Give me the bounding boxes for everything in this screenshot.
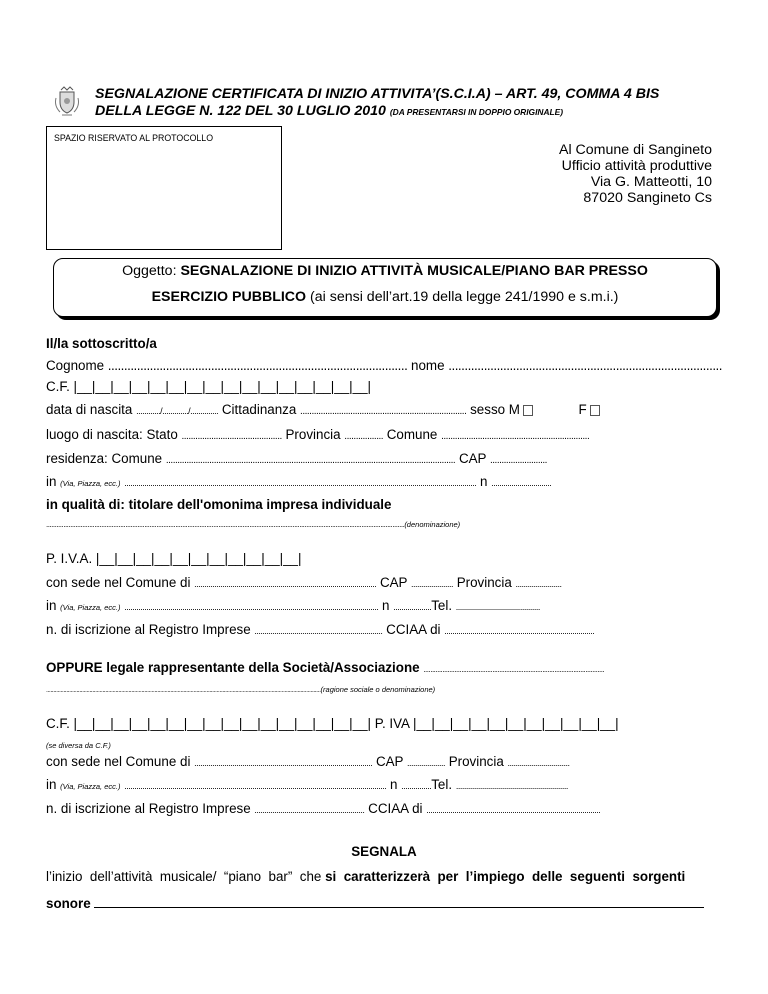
comune-field[interactable]: ................................................................. xyxy=(441,431,590,442)
luogo-nascita-label: luogo di nascita: Stato xyxy=(46,427,178,442)
nascita-row[interactable] xyxy=(46,402,600,420)
sede-label: con sede nel Comune di xyxy=(46,575,191,590)
provincia-label: Provincia xyxy=(285,427,341,442)
address-line-3: Via G. Matteotti, 10 xyxy=(590,174,712,190)
sede2-label: con sede nel Comune di xyxy=(46,754,191,769)
qualita-heading: in qualità di: titolare dell'omonima impresa individuale xyxy=(46,497,392,512)
municipal-crest-icon xyxy=(50,84,84,118)
nome-label: nome xyxy=(411,358,445,373)
sesso-f-checkbox[interactable] xyxy=(590,405,600,416)
sesso-f-label: F xyxy=(578,402,587,417)
iscrizione-row[interactable] xyxy=(46,622,594,639)
title-note: (DA PRESENTARSI IN DOPPIO ORIGINALE) xyxy=(389,107,563,117)
subject-line-2-bold: ESERCIZIO PUBBLICO xyxy=(151,289,307,305)
ragione-note: (ragione sociale o denominazione) xyxy=(320,685,436,694)
via-note: (Via, Piazza, ecc.) xyxy=(60,479,121,488)
sottoscritto-heading: Il/la sottoscritto/a xyxy=(46,336,157,351)
cap-field[interactable]: ......................... xyxy=(489,455,547,466)
cf2-label: C.F. xyxy=(46,716,70,731)
sesso-m-checkbox[interactable] xyxy=(523,405,533,416)
address-line-1: Al Comune di Sangineto xyxy=(558,142,712,158)
address-line-4: 87020 Sangineto Cs xyxy=(583,190,712,206)
piva2-boxes[interactable]: |__|__|__|__|__|__|__|__|__|__|__| xyxy=(412,716,619,731)
sede-indirizzo-row[interactable] xyxy=(46,598,540,616)
residenza-label: residenza: Comune xyxy=(46,451,163,466)
piva-label: P. I.V.A. xyxy=(46,551,93,566)
cf-boxes[interactable]: |__|__|__|__|__|__|__|__|__|__|__|__|__|__|__|__| xyxy=(73,379,371,394)
sede-n-label: n xyxy=(382,598,390,613)
nome-field[interactable]: ..................................................................................... xyxy=(448,358,722,373)
sede-provincia-label: Provincia xyxy=(456,575,512,590)
cciaa2-label: CCIAA di xyxy=(368,801,423,816)
sede2-n-field[interactable]: ............... xyxy=(401,781,432,791)
via-field[interactable]: ................................................................................................................................................................................ xyxy=(124,478,477,488)
piva-boxes[interactable]: |__|__|__|__|__|__|__|__|__|__|__| xyxy=(95,551,302,566)
sede-via-field[interactable]: ............................................................................................................................... xyxy=(124,602,379,612)
residenza-field[interactable]: ............................................................................................................................... xyxy=(165,455,456,466)
sede2-via-field[interactable]: ................................................................................................................................... xyxy=(124,781,387,791)
subject-box xyxy=(53,258,717,317)
sede2-indirizzo-row[interactable] xyxy=(46,777,568,795)
cf2-row[interactable] xyxy=(46,716,619,732)
sonore-row[interactable] xyxy=(46,894,704,912)
cognome-label: Cognome xyxy=(46,358,105,373)
sede-cap-label: CAP xyxy=(379,575,408,590)
comune-label: Comune xyxy=(386,427,438,442)
oppure-heading: OPPURE legale rappresentante della Società/Associazione xyxy=(46,660,420,675)
sede2-provincia-field[interactable]: ............................... xyxy=(507,758,570,768)
data-nascita-label: data di nascita xyxy=(46,402,133,417)
iscrizione2-row[interactable] xyxy=(46,801,600,818)
inizio-text: l’inizio dell’attività musicale/ “piano bar” che xyxy=(46,869,326,884)
tel-field[interactable]: .......................................... xyxy=(455,602,540,612)
title-line-1: SEGNALAZIONE CERTIFICATA DI INIZIO ATTIVITA’(S.C.I.A) – ART. 49, COMMA 4 BIS xyxy=(95,86,660,102)
societa-field[interactable]: ......................................................................................................... xyxy=(423,665,605,674)
tel2-field[interactable]: ........................................................ xyxy=(455,781,568,791)
sede-n-field[interactable]: ................... xyxy=(393,602,432,612)
oppure-row[interactable] xyxy=(46,660,604,678)
iscrizione-field[interactable]: ................................................................ xyxy=(254,626,383,636)
luogo-nascita-row[interactable] xyxy=(46,427,589,445)
iscrizione2-field[interactable]: ....................................................... xyxy=(254,805,365,815)
sede2-cap-field[interactable]: ................... xyxy=(406,758,445,768)
sede2-field[interactable]: ......................................................................................... xyxy=(194,758,373,768)
sede2-provincia-label: Provincia xyxy=(448,754,504,769)
denominazione-row[interactable] xyxy=(46,515,460,533)
cap-label: CAP xyxy=(458,451,487,466)
cciaa-field[interactable]: ........................................................................... xyxy=(444,626,595,636)
sede-in-label: in xyxy=(46,598,57,613)
n-label: n xyxy=(480,474,488,489)
provincia-field[interactable]: ................. xyxy=(344,431,384,442)
address-line-2: Ufficio attività produttive xyxy=(561,158,712,174)
sede2-in-label: in xyxy=(46,777,57,792)
cf-row[interactable] xyxy=(46,379,371,395)
subject-line-1: SEGNALAZIONE DI INIZIO ATTIVITÀ MUSICALE/PIANO BAR PRESSO xyxy=(180,263,648,279)
sede2-cap-label: CAP xyxy=(375,754,404,769)
sede2-row[interactable] xyxy=(46,754,570,771)
sede-row[interactable] xyxy=(46,575,562,592)
in-label: in xyxy=(46,474,57,489)
n-field[interactable]: .............................. xyxy=(491,478,552,488)
ragione-row[interactable] xyxy=(46,680,435,699)
title-line-2: DELLA LEGGE N. 122 DEL 30 LUGLIO 2010 xyxy=(95,103,386,119)
piva-row[interactable] xyxy=(46,551,302,567)
subject-prefix: Oggetto: xyxy=(122,263,181,279)
cf2-boxes[interactable]: |__|__|__|__|__|__|__|__|__|__|__|__|__|__|__|__| xyxy=(73,716,371,731)
piva2-label: P. IVA xyxy=(374,716,410,731)
subject-line-2-rest: (ai sensi dell’art.19 della legge 241/1990 e s.m.i.) xyxy=(306,289,619,305)
sede2-via-note: (Via, Piazza, ecc.) xyxy=(60,782,121,791)
denominazione-note: (denominazione) xyxy=(404,520,461,529)
denominazione-field[interactable]: ................................................................................................................................................................................................................ xyxy=(46,520,405,529)
residenza-row[interactable] xyxy=(46,451,547,469)
cognome-nome-row[interactable] xyxy=(46,358,722,374)
cciaa-label: CCIAA di xyxy=(386,622,441,637)
sesso-m-label: sesso M xyxy=(470,402,520,417)
recipient-address xyxy=(559,142,712,206)
tel-label: Tel. xyxy=(431,598,453,613)
document-title xyxy=(95,86,659,121)
iscrizione2-label: n. di iscrizione al Registro Imprese xyxy=(46,801,251,816)
stato-field[interactable]: ............................................ xyxy=(181,431,282,442)
sonore-label: sonore xyxy=(46,896,91,911)
cognome-field[interactable]: ............................................................................................. xyxy=(107,358,408,373)
inizio-paragraph xyxy=(46,869,716,885)
tel2-label: Tel. xyxy=(431,777,453,792)
sede-provincia-field[interactable]: ....................... xyxy=(515,579,562,589)
sonore-field[interactable] xyxy=(94,894,704,908)
sede-via-note: (Via, Piazza, ecc.) xyxy=(60,603,121,612)
data-nascita-field[interactable]: ............/............./.............. xyxy=(136,406,219,416)
cittadinanza-field[interactable]: ......................................................................... xyxy=(300,406,467,417)
sede-cap-field[interactable]: ..................... xyxy=(410,579,453,589)
cciaa2-field[interactable]: ....................................................................................... xyxy=(426,805,601,815)
inizio-bold: si caratterizzerà per l’impiego delle seguenti sorgenti xyxy=(325,869,686,884)
cf-label: C.F. xyxy=(46,379,70,394)
ragione-field[interactable]: .............................................................................................................................................................................................. xyxy=(46,687,321,694)
sede-field[interactable]: ........................................................................................... xyxy=(194,579,377,589)
iscrizione-label: n. di iscrizione al Registro Imprese xyxy=(46,622,251,637)
indirizzo-row[interactable] xyxy=(46,474,551,492)
protocol-box xyxy=(46,126,282,250)
cittadinanza-label: Cittadinanza xyxy=(221,402,297,417)
sede2-n-label: n xyxy=(390,777,398,792)
segnala-heading: SEGNALA xyxy=(351,844,417,859)
diversa-note: (se diversa da C.F.) xyxy=(46,741,111,750)
protocol-box-label: SPAZIO RISERVATO AL PROTOCOLLO xyxy=(54,133,214,143)
